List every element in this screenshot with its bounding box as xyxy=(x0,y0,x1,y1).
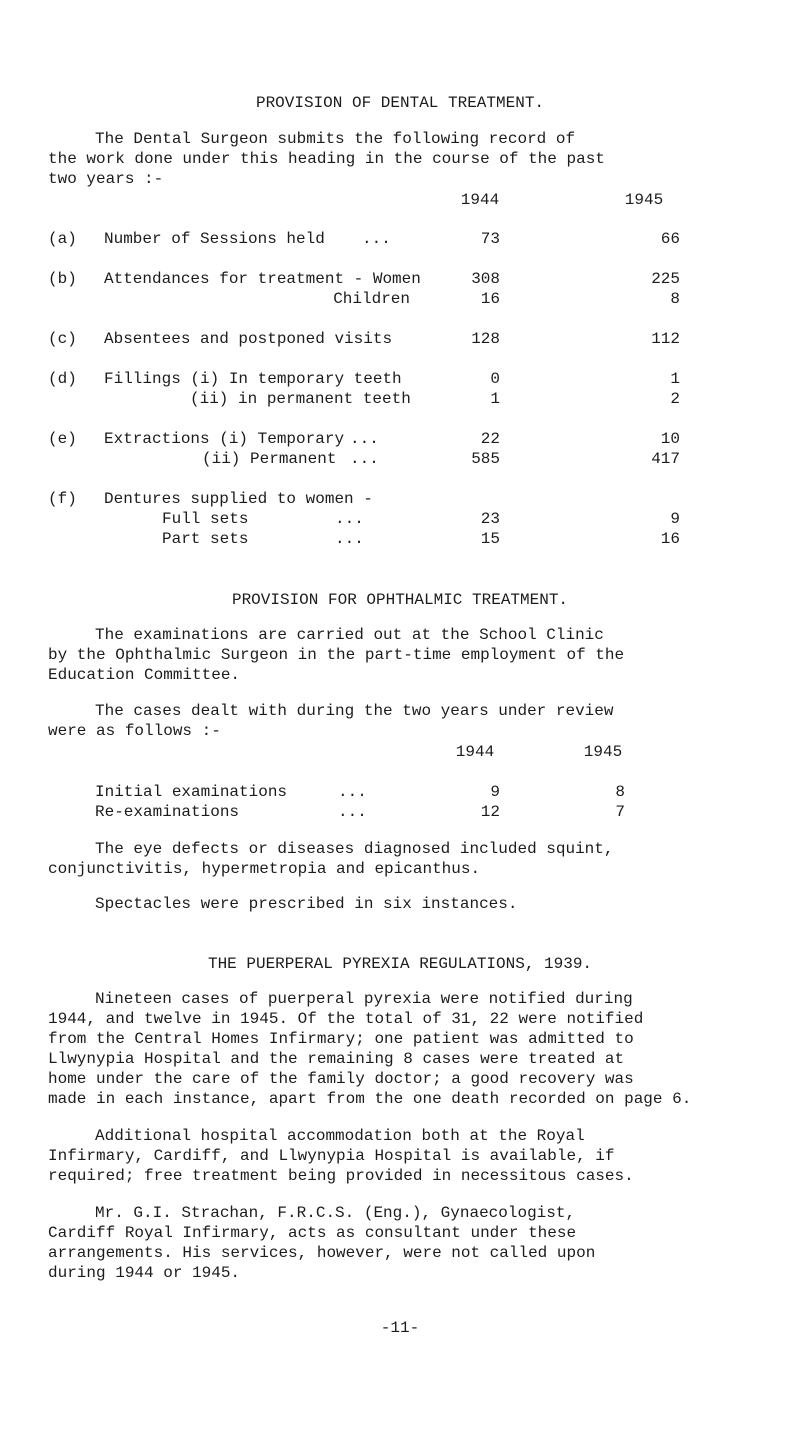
puerperal-paragraph-line: Cardiff Royal Infirmary, acts as consultant under these xyxy=(48,1224,577,1242)
ophthalmic-row-label: Initial examinations xyxy=(95,783,288,801)
row-dots: ... xyxy=(362,230,391,248)
row-dots: ... xyxy=(338,783,367,801)
row-dots: ... xyxy=(335,510,364,528)
row-letter: (d) xyxy=(48,370,77,388)
row-value-1945: 8 xyxy=(670,290,680,308)
puerperal-paragraph-line: from the Central Homes Infirmary; one patient was admitted to xyxy=(48,1030,634,1048)
row-letter: (b) xyxy=(48,270,77,288)
row-value-1945: 16 xyxy=(660,530,680,548)
puerperal-paragraph-line: Mr. G.I. Strachan, F.R.C.S. (Eng.), Gynaecologist, xyxy=(95,1204,576,1222)
row-dots: ... xyxy=(350,430,379,448)
ophthalmic-col-1945: 1945 xyxy=(583,743,623,761)
row-value-1945: 1 xyxy=(670,370,680,388)
row-letter: (f) xyxy=(48,490,77,508)
row-value-1945: 417 xyxy=(651,450,680,468)
row-value-1944: 128 xyxy=(471,330,500,348)
row-dots: ... xyxy=(350,450,379,468)
row-value-1944: 16 xyxy=(480,290,500,308)
ophthalmic-row-value-1944: 9 xyxy=(490,783,500,801)
puerperal-paragraph-line: arrangements. His services, however, were not called upon xyxy=(48,1244,596,1262)
row-label: Attendances for treatment - Women xyxy=(104,270,421,288)
puerperal-paragraph-line: required; free treatment being provided in necessitous cases. xyxy=(48,1167,634,1185)
row-label: (ii) in permanent teeth xyxy=(190,390,411,408)
row-letter: (e) xyxy=(48,430,77,448)
row-value-1944: 23 xyxy=(480,510,500,528)
row-label: Part sets xyxy=(162,530,249,548)
puerperal-paragraph-line: 1944, and twelve in 1945. Of the total of 31, 22 were notified xyxy=(48,1010,644,1028)
puerperal-heading: THE PUERPERAL PYREXIA REGULATIONS, 1939. xyxy=(207,955,593,973)
ophthalmic-paragraph-line: were as follows :- xyxy=(48,722,221,740)
row-value-1944: 1 xyxy=(490,390,500,408)
row-dots: ... xyxy=(335,530,364,548)
ophthalmic-paragraph-line: Education Committee. xyxy=(48,666,241,684)
row-value-1945: 112 xyxy=(651,330,680,348)
ophthalmic-col-1944: 1944 xyxy=(455,743,495,761)
ophthalmic-heading: PROVISION FOR OPHTHALMIC TREATMENT. xyxy=(231,591,569,609)
row-value-1944: 22 xyxy=(480,430,500,448)
puerperal-paragraph-line: Llwynypia Hospital and the remaining 8 cases were treated at xyxy=(48,1050,625,1068)
dental-heading: PROVISION OF DENTAL TREATMENT. xyxy=(255,94,545,112)
row-label: Fillings (i) In temporary teeth xyxy=(104,370,402,388)
row-value-1944: 585 xyxy=(471,450,500,468)
row-label: Dentures supplied to women - xyxy=(104,490,373,508)
puerperal-paragraph-line: home under the care of the family doctor; a good recovery was xyxy=(48,1070,634,1088)
dental-intro-line: The Dental Surgeon submits the following record of xyxy=(95,130,576,148)
row-label: Children xyxy=(333,290,410,308)
row-value-1945: 2 xyxy=(670,390,680,408)
page-number: -11- xyxy=(380,1319,420,1337)
row-value-1944: 308 xyxy=(471,270,500,288)
ophthalmic-paragraph-line: by the Ophthalmic Surgeon in the part-time employment of the xyxy=(48,646,625,664)
row-letter: (c) xyxy=(48,330,77,348)
puerperal-paragraph-line: Additional hospital accommodation both at the Royal xyxy=(95,1127,585,1145)
row-label: (ii) Permanent xyxy=(202,450,337,468)
row-value-1945: 10 xyxy=(660,430,680,448)
row-value-1944: 0 xyxy=(490,370,500,388)
row-value-1945: 225 xyxy=(651,270,680,288)
dental-col-1944: 1944 xyxy=(460,191,500,209)
ophthalmic-row-value-1945: 8 xyxy=(615,783,625,801)
row-label: Full sets xyxy=(162,510,249,528)
puerperal-paragraph-line: during 1944 or 1945. xyxy=(48,1264,241,1282)
puerperal-paragraph-line: Nineteen cases of puerperal pyrexia were notified during xyxy=(95,990,633,1008)
row-value-1944: 73 xyxy=(480,230,500,248)
puerperal-paragraph-line: made in each instance, apart from the one death recorded on page 6. xyxy=(48,1090,692,1108)
row-label: Absentees and postponed visits xyxy=(104,330,393,348)
dental-intro-line: the work done under this heading in the course of the past xyxy=(48,150,605,168)
ophthalmic-row-label: Re-examinations xyxy=(95,803,240,821)
dental-intro-line: two years :- xyxy=(48,170,164,188)
row-label: Number of Sessions held xyxy=(104,230,325,248)
ophthalmic-paragraph-line: The cases dealt with during the two years under review xyxy=(95,702,614,720)
ophthalmic-paragraph-line: The eye defects or diseases diagnosed included squint, xyxy=(95,840,614,858)
row-letter: (a) xyxy=(48,230,77,248)
ophthalmic-paragraph-line: conjunctivitis, hypermetropia and epicanthus. xyxy=(48,860,481,878)
row-value-1945: 9 xyxy=(670,510,680,528)
row-value-1945: 66 xyxy=(660,230,680,248)
row-value-1944: 15 xyxy=(480,530,500,548)
ophthalmic-row-value-1945: 7 xyxy=(615,803,625,821)
ophthalmic-paragraph-line: Spectacles were prescribed in six instances. xyxy=(95,895,518,913)
ophthalmic-row-value-1944: 12 xyxy=(480,803,500,821)
row-dots: ... xyxy=(338,803,367,821)
dental-col-1945: 1945 xyxy=(624,191,664,209)
row-label: Extractions (i) Temporary xyxy=(104,430,345,448)
ophthalmic-paragraph-line: The examinations are carried out at the School Clinic xyxy=(95,626,604,644)
puerperal-paragraph-line: Infirmary, Cardiff, and Llwynypia Hospital is available, if xyxy=(48,1147,615,1165)
